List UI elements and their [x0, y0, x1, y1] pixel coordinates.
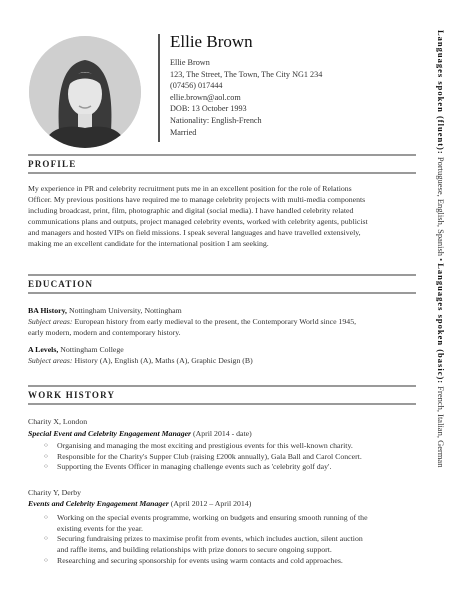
profile-photo — [29, 36, 141, 148]
education-ba — [28, 305, 416, 316]
section-rule — [28, 385, 416, 387]
profile-heading — [28, 159, 416, 169]
education-alevels — [28, 344, 416, 355]
job-title: Events and Celebrity Engagement Manager — [28, 499, 169, 508]
education-ba-subjects-cont — [28, 327, 416, 338]
job-dates: (April 2014 - date) — [191, 429, 252, 438]
contact-name: Ellie Brown — [170, 58, 210, 67]
list-item: ○ Organising and managing the most exciting and prestigious events for this well-known charity. — [44, 441, 362, 452]
job-title: Special Event and Celebrity Engagement Manager — [28, 429, 192, 438]
profile-summary — [28, 183, 414, 249]
job-duties-list — [44, 441, 362, 473]
section-rule — [28, 292, 416, 294]
education-heading — [28, 279, 416, 289]
duty-text: and raffle items, and building relationships with prize donors to secure ongoing support. — [57, 545, 332, 555]
ba-institution: Nottingham University, Nottingham — [67, 306, 182, 315]
alevels-institution: Nottingham College — [58, 345, 124, 354]
section-rule — [28, 274, 416, 276]
job-duties-list — [44, 513, 368, 567]
header-divider — [158, 34, 160, 142]
profile-line: including broadcast, print, film, photographic and digital (social media). I have handled celebrity related — [28, 206, 354, 215]
duty-text: Working on the special events programme, working on budgets and ensuring smooth running of the — [57, 513, 368, 522]
section-rule — [28, 403, 416, 405]
contact-nationality: Nationality: English-French — [170, 115, 262, 125]
portrait-image — [29, 36, 141, 148]
contact-email: ellie.brown@aol.com — [170, 92, 241, 102]
contact-dob: DOB: 13 October 1993 — [170, 104, 247, 114]
list-item — [44, 513, 368, 534]
profile-line: making me an excellent candidate for the international position I am seeking. — [28, 239, 269, 248]
profile-line: Officer. My previous positions have required me to manage celebrity projects with multi-media components — [28, 195, 366, 204]
job-title-line — [28, 498, 416, 509]
section-rule — [28, 154, 416, 156]
list-item: ○ Supporting the Events Officer in managing challenge events such as 'celebrity golf day'. — [44, 462, 362, 473]
alevels-degree: A Levels, — [28, 345, 59, 354]
duty-text: existing events for the year. — [57, 523, 143, 533]
basic-languages: French, Italian, German — [436, 384, 446, 468]
languages-separator: • — [436, 256, 446, 264]
job-title-line — [28, 428, 416, 439]
languages-sidebar — [434, 30, 448, 596]
job-dates: (April 2012 – April 2014) — [168, 499, 252, 508]
contact-marital-status: Married — [170, 127, 197, 137]
fluent-languages: Portuguese, English, Spanish — [436, 154, 446, 257]
duty-text: Securing fundraising prizes to maximise profit from events, which includes auction, silent auction — [57, 534, 363, 544]
list-item — [44, 534, 368, 555]
section-rule — [28, 172, 416, 174]
profile-heading-text: PROFILE — [28, 159, 77, 169]
candidate-name: Ellie Brown — [170, 32, 253, 51]
contact-details — [170, 57, 322, 138]
ba-degree: BA History, — [28, 306, 67, 315]
contact-phone: (07456) 017444 — [170, 81, 223, 91]
education-ba-subjects — [28, 316, 416, 327]
ba-subjects: European history from early medieval to the present, the Contemporary World since 1945, — [72, 317, 357, 326]
list-item: ○ Researching and securing sponsorship for events using warm contacts and cold approaches. — [44, 556, 368, 567]
job-employer: Charity X, London — [28, 417, 88, 426]
education-alevels-subjects — [28, 355, 416, 366]
ba-subject-label: Subject areas: — [28, 317, 73, 326]
education-heading-text: EDUCATION — [28, 279, 94, 289]
work-history-heading-text: WORK HISTORY — [28, 390, 116, 400]
alevels-subject-label: Subject areas: — [28, 356, 73, 365]
alevels-subjects: History (A), English (A), Maths (A), Graphic Design (B) — [72, 356, 253, 365]
profile-line: My experience in PR and celebrity recruitment puts me in an excellent position for the role of Relations — [28, 184, 352, 193]
ba-subjects-cont: early modern, modern and contemporary history. — [28, 328, 181, 337]
job-employer: Charity Y, Derby — [28, 488, 82, 497]
list-item: ○ Responsible for the Charity's Supper Club (raising £200k annually), Gala Ball and Carol Concert. — [44, 452, 362, 463]
work-history-heading — [28, 390, 416, 400]
contact-address: 123, The Street, The Town, The City NG1 234 — [170, 69, 323, 79]
fluent-languages-label: Languages spoken (fluent): — [436, 30, 446, 155]
basic-languages-label: Languages spoken (basic): — [436, 263, 446, 385]
profile-line: and managers and hosted VIPs on field missions. I speak several languages and have travelled extensively, — [28, 228, 361, 237]
profile-line: communications plans and outputs, project managed celebrity events, worked with celebrity agents, publicist — [28, 217, 368, 226]
